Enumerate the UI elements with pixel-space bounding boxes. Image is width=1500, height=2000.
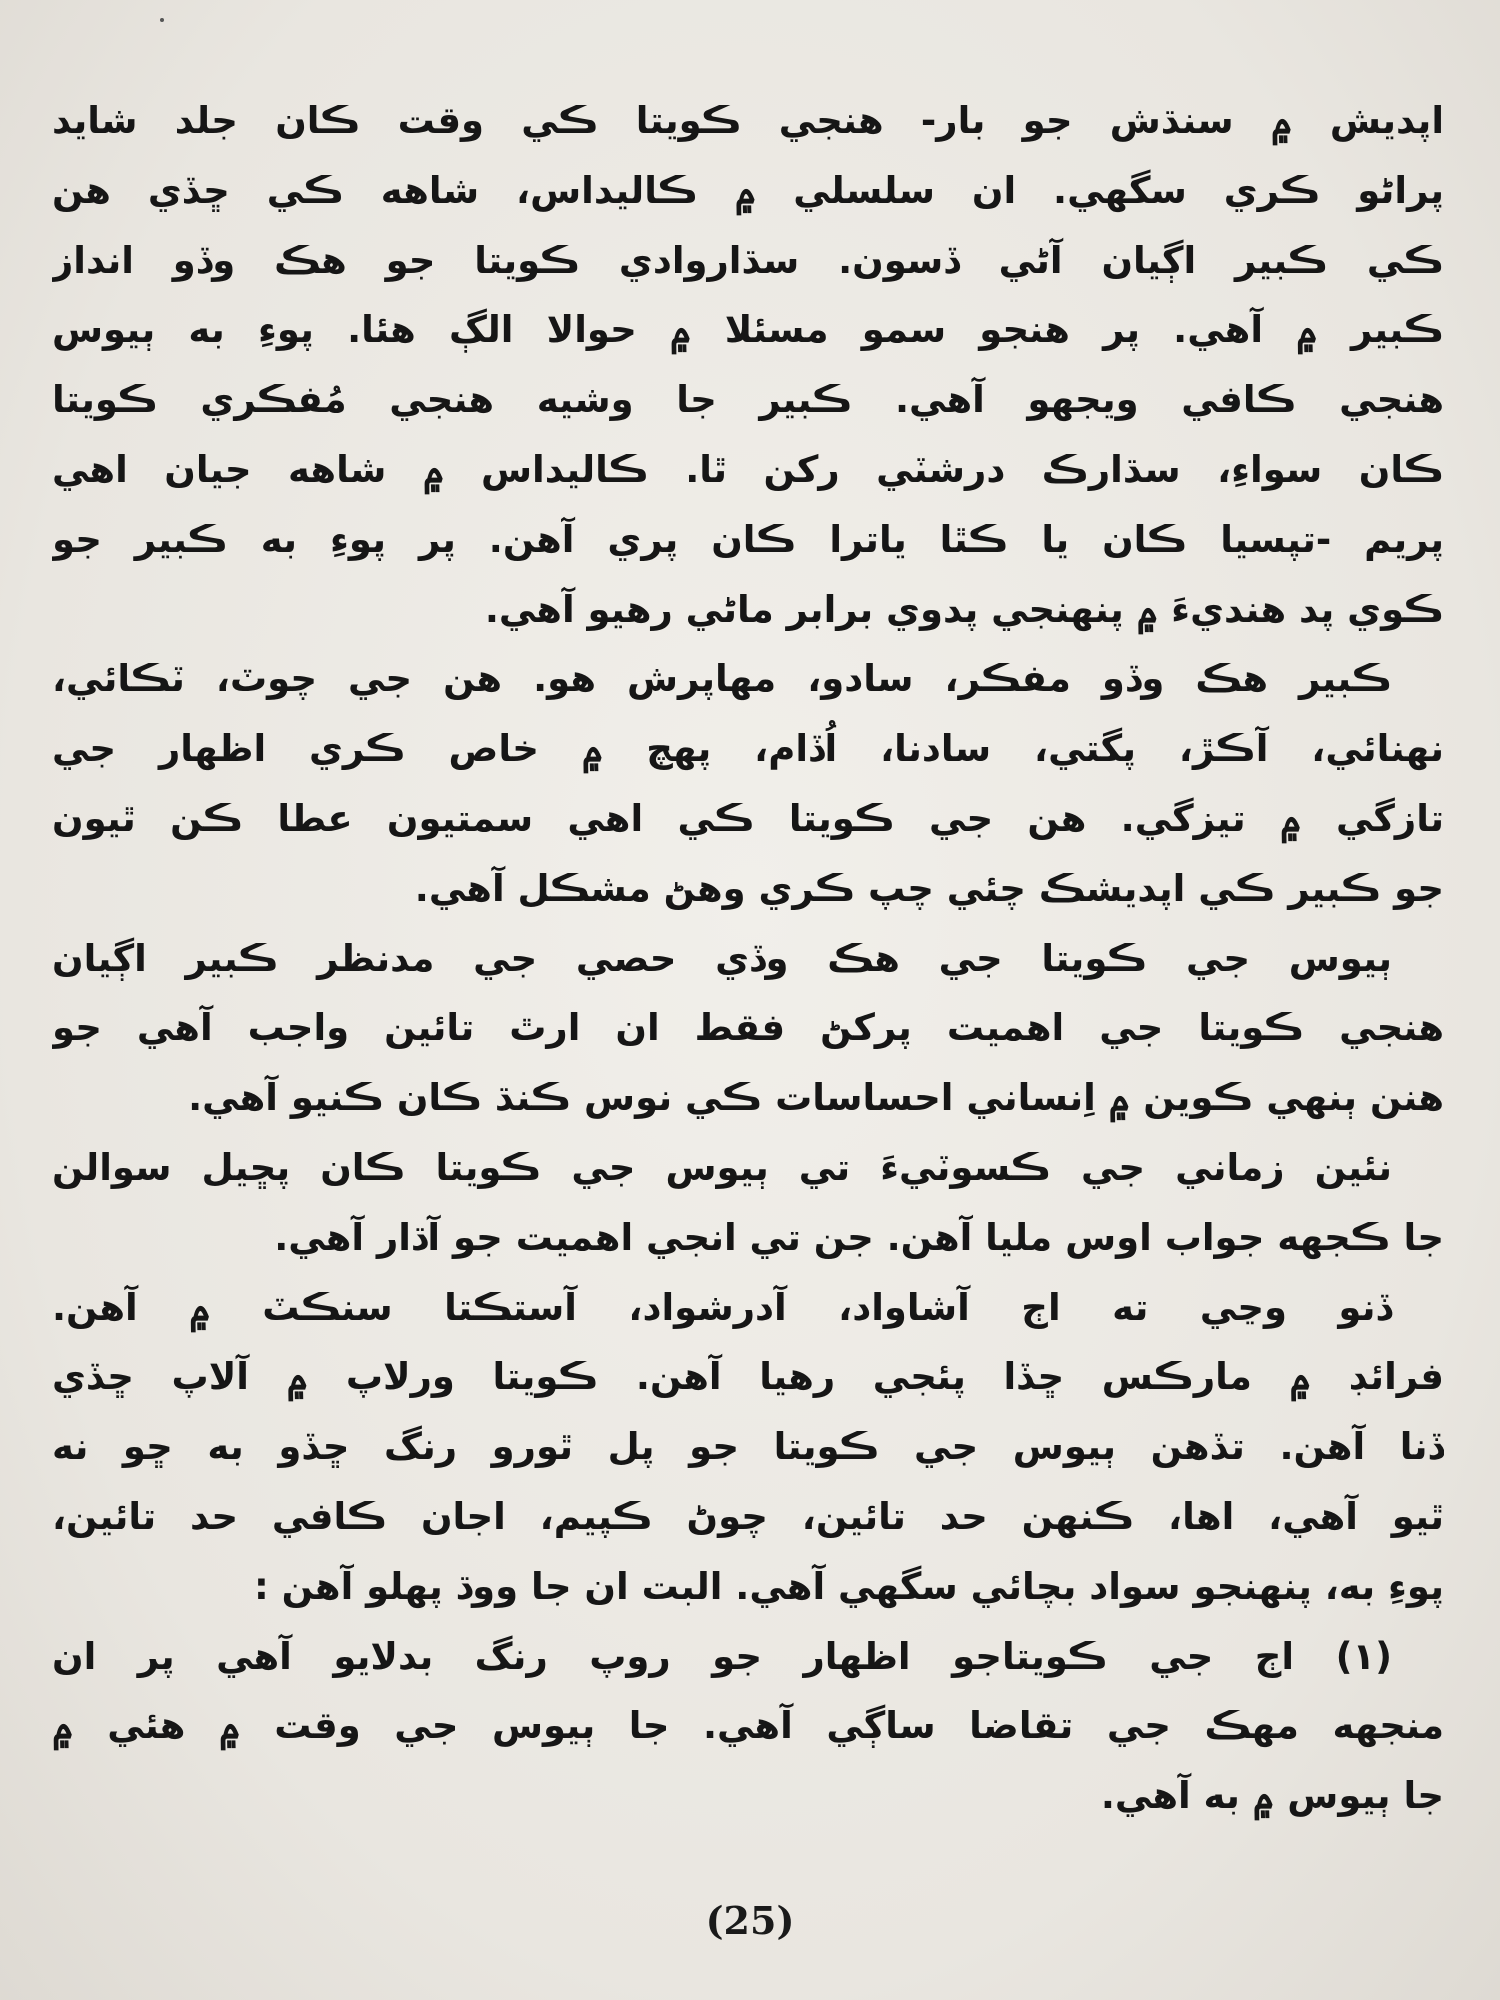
text-line: هنن ٻنهي ڪوين ۾ اِنساني احساسات ڪي نوس ڪنڌ ڪان ڪنيو آهي.	[188, 1076, 1444, 1120]
text-line: جو ڪبير ڪي اپديشڪ چئي چپ ڪري وهڻ مشڪل آهي.	[414, 866, 1444, 910]
text-line: هنجي ڪافي ويجهو آهي. ڪبير جا وشيه هنجي مُفڪري ڪويتا	[52, 378, 1444, 422]
body-text	[52, 86, 1444, 1831]
text-line: پراڻو ڪري سگهي. ان سلسلي ۾ ڪاليداس، شاهه ڪي ڇڏي هن	[52, 168, 1444, 212]
text-line: ڏنا آهن. تڏهن ٻيوس جي ڪويتا جو پل ٿورو رنگ ڇڏو به ڇو نه	[52, 1425, 1444, 1469]
text-line: نئين زماني جي ڪسوٽيءَ تي ٻيوس جي ڪويتا ڪان پڇيل سوالن	[52, 1145, 1392, 1189]
text-line: ٻيوس جي ڪويتا جي هڪ وڏي حصي جي مدنظر ڪبير اڳيان	[52, 936, 1392, 980]
text-line: تازگي ۾ تيزگي. هن جي ڪويتا ڪي اهي سمتيون عطا ڪن ٿيون	[52, 796, 1444, 840]
text-line: جا ڪجهه جواب اوس مليا آهن. جن تي انجي اهميت جو آڌار آهي.	[274, 1215, 1444, 1259]
text-line: نهنائي، آڪڙ، پگتي، سادنا، اُڏام، پهچ ۾ خاص ڪري اظهار جي	[52, 727, 1444, 771]
text-line: ڪبير ۾ آهي. پر هنجو سمو مسئلا ۾ حوالا الڳ هئا. پوءِ به ٻيوس	[52, 308, 1444, 352]
text-line: فرائڊ ۾ مارڪس ڇڏا پئجي رهيا آهن. ڪويتا ورلاپ ۾ آلاپ ڇڏي	[52, 1355, 1444, 1399]
text-line: منجهه مهڪ جي تقاضا ساڳي آهي. جا ٻيوس جي وقت ۾ هئي ۾	[52, 1704, 1444, 1748]
text-line: اپديش ۾ سنڌش جو بار- هنجي ڪويتا ڪي وقت ڪان جلد شايد	[52, 99, 1444, 142]
text-line: هنجي ڪويتا جي اهميت پرکڻ فقط ان ارٿ تائين واجب آهي جو	[52, 1006, 1444, 1050]
page-number: (25)	[705, 1898, 795, 1943]
text-line: ڪوي پد هنديءَ ۾ پنهنجي پدوي برابر ماڻي رهيو آهي.	[484, 587, 1444, 631]
text-line: ڪان سواءِ، سڌارڪ درشٽي رکن ٿا. ڪاليداس ۾ شاهه جيان اهي	[52, 447, 1444, 491]
text-line: ڪبير هڪ وڏو مفڪر، سادو، مهاپرش هو. هن جي چوٽ، ٽڪائي،	[52, 657, 1392, 701]
text-line: پوءِ به، پنهنجو سواد بچائي سگهي آهي. البت ان جا ووڌ پهلو آهن :	[253, 1564, 1444, 1608]
ink-speck	[160, 18, 164, 22]
text-line: (١) اڄ جي ڪويتاجو اظهار جو روپ رنگ بدلايو آهي پر ان	[52, 1634, 1392, 1678]
text-line: ڏنو وڃي ته اڄ آشاواد، آدرشواد، آستڪتا سنڪٽ ۾ آهن.	[52, 1285, 1392, 1329]
text-line: ٿيو آهي، اها، ڪنهن حد تائين، چوڻ ڪپيم، اجان ڪافي حد تائين،	[52, 1494, 1444, 1538]
text-line: جا ٻيوس ۾ به آهي.	[1100, 1774, 1444, 1818]
text-line: پريم -تپسيا ڪان يا ڪٿا ياترا ڪان پري آهن. پر پوءِ به ڪبير جو	[52, 517, 1444, 561]
text-line: ڪي ڪبير اڳيان آڻي ڏسون. سڌاروادي ڪويتا جو هڪ وڏو انداز	[52, 238, 1444, 282]
